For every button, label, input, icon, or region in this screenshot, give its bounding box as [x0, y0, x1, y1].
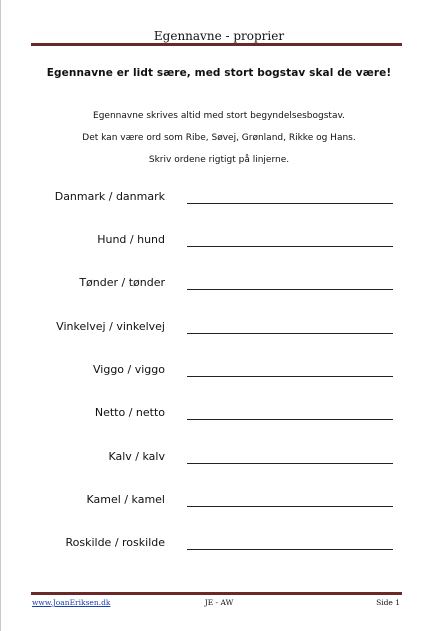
exercise-row [0, 276, 438, 296]
answer-line[interactable] [187, 333, 393, 334]
word-pair: Vinkelvej / vinkelvej [56, 320, 165, 333]
word-pair: Roskilde / roskilde [65, 536, 165, 549]
answer-line[interactable] [187, 246, 393, 247]
exercise-row [0, 190, 438, 210]
exercise-row [0, 320, 438, 340]
answer-line[interactable] [187, 463, 393, 464]
answer-line[interactable] [187, 289, 393, 290]
word-pair: Tønder / tønder [79, 276, 165, 289]
intro-line-3: Skriv ordene rigtigt på linjerne. [148, 155, 290, 165]
answer-line[interactable] [187, 506, 393, 507]
word-pair: Kamel / kamel [86, 493, 165, 506]
exercise-row [0, 363, 438, 383]
answer-line[interactable] [187, 203, 393, 204]
exercise-row [0, 233, 438, 253]
exercise-row [0, 493, 438, 513]
header-rule [31, 43, 402, 46]
exercise-row [0, 536, 438, 556]
page-number: Side 1 [376, 598, 400, 607]
word-pair: Viggo / viggo [93, 363, 165, 376]
page-title: Egennavne - proprier [153, 29, 285, 43]
footer-rule [31, 592, 402, 595]
word-pair: Hund / hund [97, 233, 165, 246]
word-pair: Netto / netto [94, 406, 165, 419]
answer-line[interactable] [187, 376, 393, 377]
exercise-row [0, 450, 438, 470]
intro-line-2: Det kan være ord som Ribe, Søvej, Grønland, Rikke og Hans. [82, 133, 356, 143]
exercise-row [0, 406, 438, 426]
headline: Egennavne er lidt sære, med stort bogstav skal de være! [46, 67, 392, 79]
footer-author: JE - AW [204, 598, 234, 607]
footer-website-link[interactable]: www.JoanEriksen.dk [32, 598, 111, 607]
intro-line-1: Egennavne skrives altid med stort begyndelsesbogstav. [93, 111, 345, 121]
word-pair: Danmark / danmark [54, 190, 165, 203]
answer-line[interactable] [187, 419, 393, 420]
answer-line[interactable] [187, 549, 393, 550]
word-pair: Kalv / kalv [108, 450, 165, 463]
